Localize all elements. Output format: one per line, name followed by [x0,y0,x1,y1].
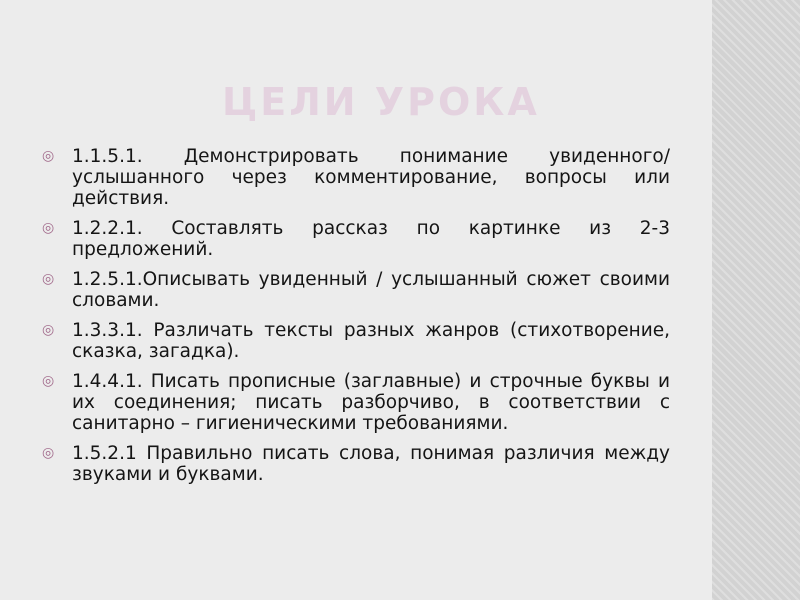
goals-list [42,146,670,494]
circle-bullet-icon: ◎ [42,322,55,338]
goal-text: 1.2.5.1.Описывать увиденный / услышанный сюжет своими словами. [72,269,670,311]
goal-text: 1.2.2.1. Составлять рассказ по картинке из 2-3 предложений. [72,218,670,260]
circle-bullet-icon: ◎ [42,445,55,461]
goal-item [42,443,670,485]
goal-text: 1.3.3.1. Различать тексты разных жанров (стихотворение, сказка, загадка). [72,320,670,362]
goal-item [42,218,670,260]
goal-item [42,269,670,311]
decorative-side-band [712,0,800,600]
goal-item [42,371,670,434]
circle-bullet-icon: ◎ [42,148,55,164]
goal-text: 1.1.5.1. Демонстрировать понимание увиденного/ услышанного через комментирование, вопросы или действия. [72,146,670,209]
slide-title: ЦЕЛИ УРОКА [222,80,540,124]
goal-text: 1.5.2.1 Правильно писать слова, понимая различия между звуками и буквами. [72,443,670,485]
goal-text: 1.4.4.1. Писать прописные (заглавные) и строчные буквы и их соединения; писать разборчиво, в соответствии с санитарно – гигиеническими требованиями. [72,371,670,434]
goal-item [42,146,670,209]
circle-bullet-icon: ◎ [42,271,55,287]
circle-bullet-icon: ◎ [42,220,55,236]
goal-item [42,320,670,362]
circle-bullet-icon: ◎ [42,373,55,389]
